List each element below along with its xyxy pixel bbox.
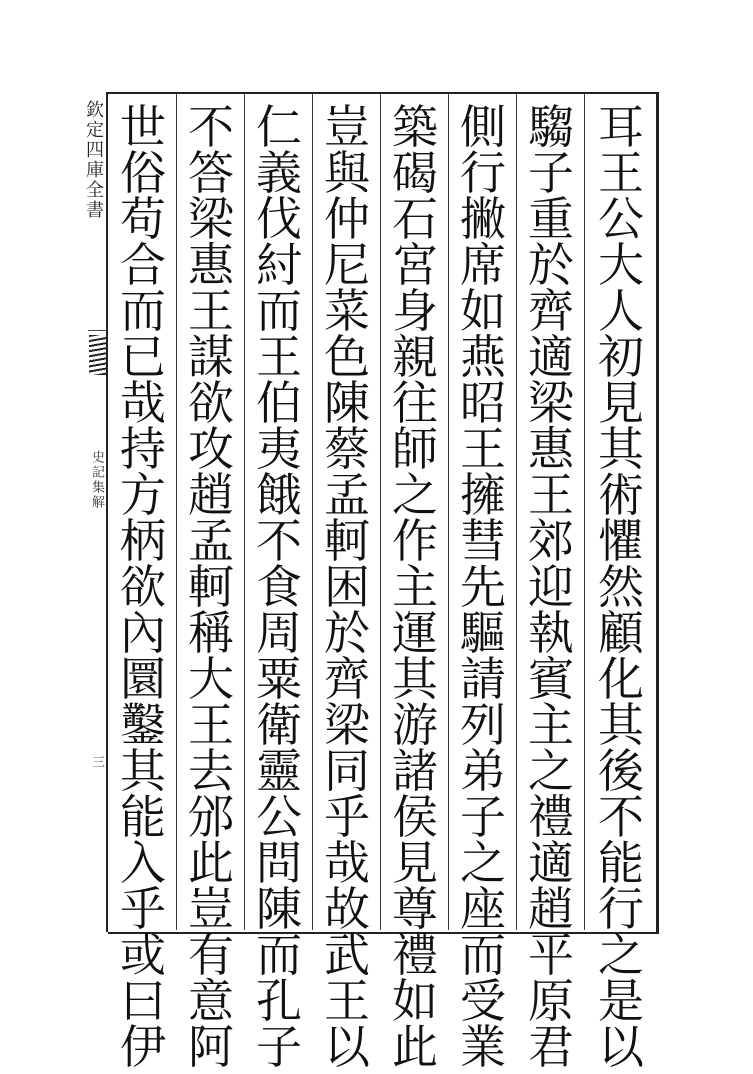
text-character: 如 [460,284,506,338]
text-character: 答 [188,146,234,200]
text-character: 王 [188,284,234,338]
text-character: 餓 [256,468,302,522]
text-character: 豈 [188,882,234,936]
text-character: 大 [598,238,644,292]
text-character: 齊 [528,284,574,338]
text-character: 謀 [188,330,234,384]
text-character: 王 [598,146,644,200]
text-character: 公 [256,790,302,844]
text-character: 耳 [598,100,644,154]
text-character: 石 [392,192,438,246]
text-character: 見 [392,836,438,890]
text-character: 賓 [528,652,574,706]
text-character: 而 [256,928,302,982]
text-character: 人 [598,284,644,338]
text-character: 以 [598,1020,644,1074]
text-character: 迎 [528,560,574,614]
text-character: 懼 [598,514,644,568]
text-character: 其 [120,744,166,798]
column-rule [244,94,245,930]
text-character: 而 [460,928,506,982]
text-character: 見 [598,376,644,430]
text-character: 哉 [324,836,370,890]
text-character: 趙 [188,468,234,522]
text-character: 持 [120,422,166,476]
text-character: 有 [188,928,234,982]
text-character: 菜 [324,284,370,338]
text-character: 撇 [460,192,506,246]
text-character: 哉 [120,376,166,430]
text-character: 子 [460,790,506,844]
text-character: 騶 [528,100,574,154]
text-character: 能 [598,836,644,890]
text-character: 其 [392,652,438,706]
text-character: 鑿 [120,698,166,752]
text-character: 惠 [188,238,234,292]
section-title: 史記集解 [89,450,104,510]
text-character: 主 [392,560,438,614]
text-character: 方 [120,468,166,522]
text-character: 先 [460,560,506,614]
text-character: 行 [460,146,506,200]
text-character: 於 [324,606,370,660]
text-character: 或 [120,928,166,982]
text-character: 燕 [460,330,506,384]
page-number: 三 [89,755,104,768]
text-character: 乎 [120,882,166,936]
text-character: 如 [392,974,438,1028]
text-character: 阿 [188,1020,234,1074]
text-character: 而 [120,284,166,338]
text-column [248,100,310,1074]
text-character: 行 [598,882,644,936]
text-column [452,100,514,1074]
text-character: 游 [392,698,438,752]
text-character: 伯 [256,376,302,430]
text-character: 不 [188,100,234,154]
text-character: 欲 [120,560,166,614]
text-character: 王 [528,468,574,522]
text-character: 驅 [460,606,506,660]
text-character: 君 [528,1020,574,1074]
text-character: 陳 [256,882,302,936]
text-character: 入 [120,836,166,890]
text-character: 築 [392,100,438,154]
text-character: 惠 [528,422,574,476]
text-character: 邠 [188,790,234,844]
column-rule [584,94,585,930]
text-character: 親 [392,330,438,384]
text-character: 孟 [188,514,234,568]
text-character: 原 [528,974,574,1028]
text-character: 侯 [392,790,438,844]
text-character: 主 [528,698,574,752]
text-character: 欲 [188,376,234,430]
text-character: 梁 [324,698,370,752]
text-character: 紂 [256,238,302,292]
text-character: 其 [598,422,644,476]
text-column [520,100,582,1074]
text-character: 合 [120,238,166,292]
text-character: 問 [256,836,302,890]
text-character: 陳 [324,376,370,430]
text-character: 彗 [460,514,506,568]
text-character: 列 [460,698,506,752]
text-character: 子 [256,1020,302,1074]
text-character: 梁 [528,376,574,430]
text-character: 能 [120,790,166,844]
text-character: 伐 [256,192,302,246]
text-character: 之 [528,744,574,798]
text-character: 與 [324,146,370,200]
text-column [384,100,446,1074]
text-character: 業 [460,1020,506,1074]
text-character: 諸 [392,744,438,798]
fish-tail-mark [89,335,107,375]
text-character: 苟 [120,192,166,246]
text-character: 仁 [256,100,302,154]
text-character: 化 [598,652,644,706]
text-character: 孔 [256,974,302,1028]
text-character: 軻 [188,560,234,614]
text-character: 禮 [392,928,438,982]
text-character: 不 [598,790,644,844]
text-character: 子 [528,146,574,200]
text-character: 其 [598,698,644,752]
text-character: 故 [324,882,370,936]
text-character: 之 [598,928,644,982]
text-character: 之 [460,836,506,890]
text-character: 重 [528,192,574,246]
text-character: 武 [324,928,370,982]
text-character: 尊 [392,882,438,936]
text-column [180,100,242,1074]
text-character: 同 [324,744,370,798]
text-character: 弟 [460,744,506,798]
text-column [316,100,378,1074]
text-character: 梁 [188,192,234,246]
text-character: 身 [392,284,438,338]
column-rule [380,94,381,930]
text-character: 於 [528,238,574,292]
text-character: 宮 [392,238,438,292]
text-character: 趙 [528,882,574,936]
text-character: 攻 [188,422,234,476]
text-character: 初 [598,330,644,384]
text-character: 是 [598,974,644,1028]
text-character: 平 [528,928,574,982]
text-character: 請 [460,652,506,706]
text-character: 靈 [256,744,302,798]
text-character: 齊 [324,652,370,706]
text-character: 王 [460,422,506,476]
text-character: 孟 [324,468,370,522]
text-character: 而 [256,284,302,338]
text-character: 尼 [324,238,370,292]
text-character: 蔡 [324,422,370,476]
text-character: 義 [256,146,302,200]
text-character: 夷 [256,422,302,476]
text-character: 去 [188,744,234,798]
text-character: 曰 [120,974,166,1028]
text-character: 顧 [598,606,644,660]
column-rule [448,94,449,930]
text-character: 席 [460,238,506,292]
column-rule [176,94,177,930]
text-character: 公 [598,192,644,246]
text-character: 受 [460,974,506,1028]
text-character: 以 [324,1020,370,1074]
column-rule [516,94,517,930]
text-character: 後 [598,744,644,798]
text-character: 擁 [460,468,506,522]
text-character: 乎 [324,790,370,844]
text-character: 意 [188,974,234,1028]
text-character: 伊 [120,1020,166,1074]
text-character: 師 [392,422,438,476]
text-character: 柄 [120,514,166,568]
margin-divider [88,330,106,331]
text-character: 軻 [324,514,370,568]
text-character: 禮 [528,790,574,844]
text-character: 術 [598,468,644,522]
text-character: 粟 [256,652,302,706]
text-character: 豈 [324,100,370,154]
text-character: 稱 [188,606,234,660]
text-character: 周 [256,606,302,660]
text-character: 適 [528,836,574,890]
text-character: 適 [528,330,574,384]
text-character: 王 [256,330,302,384]
text-character: 不 [256,514,302,568]
text-character: 側 [460,100,506,154]
text-character: 俗 [120,146,166,200]
column-rule [312,94,313,930]
text-character: 困 [324,560,370,614]
text-character: 往 [392,376,438,430]
text-character: 王 [188,698,234,752]
text-character: 碣 [392,146,438,200]
text-character: 作 [392,514,438,568]
text-character: 衛 [256,698,302,752]
text-character: 此 [392,1020,438,1074]
text-character: 座 [460,882,506,936]
text-character: 王 [324,974,370,1028]
text-character: 此 [188,836,234,890]
text-character: 然 [598,560,644,614]
text-character: 已 [120,330,166,384]
text-character: 仲 [324,192,370,246]
text-character: 執 [528,606,574,660]
text-column [590,100,652,1074]
text-character: 昭 [460,376,506,430]
text-character: 大 [188,652,234,706]
text-character: 色 [324,330,370,384]
text-character: 之 [392,468,438,522]
book-title: 欽定四庫全書 [83,100,104,220]
text-character: 運 [392,606,438,660]
text-column [112,100,174,1074]
text-character: 食 [256,560,302,614]
text-character: 圜 [120,652,166,706]
text-character: 內 [120,606,166,660]
text-character: 郊 [528,514,574,568]
text-character: 世 [120,100,166,154]
